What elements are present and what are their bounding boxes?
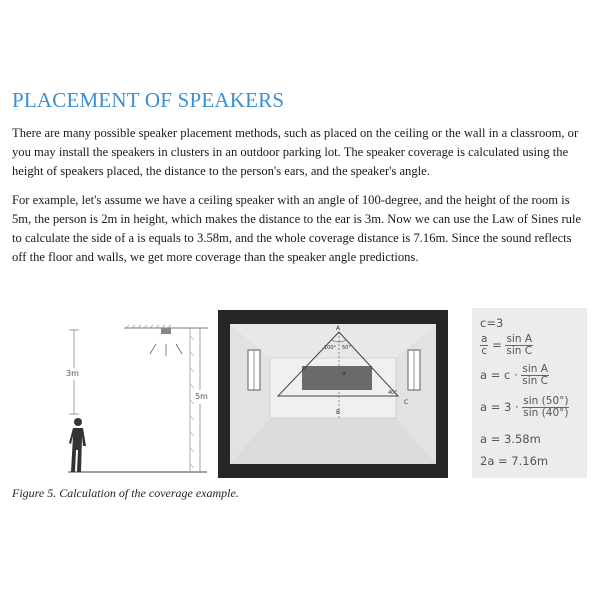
angle-apex-label: 100° xyxy=(324,345,337,351)
math-line-result-2a: 2a = 7.16m xyxy=(480,454,549,468)
angle-c-label: 40° xyxy=(388,390,397,396)
page-title: PLACEMENT OF SPEAKERS xyxy=(12,88,285,112)
example-paragraph: For example, let's assume we have a ceiling speaker with an angle of 100-degree, and the height of the room is 5m, the person is 2m in height, which makes the distance to the ear is 3m. Now we can use the Law of Sines rule to calculate the side of a is equals to 3.58m, and the whole coverage distance is 7.16m. Since the sound reflects off the floor and walls, we get more coverage than the speaker angle predictions. xyxy=(12,193,582,264)
person-icon xyxy=(69,418,86,472)
height-diagram xyxy=(62,322,212,482)
math-line-c: c=3 xyxy=(480,316,504,330)
math-panel xyxy=(472,308,587,478)
figure-caption: Figure 5. Calculation of the coverage example. xyxy=(12,486,239,500)
math-line-solve: a = c · $\frac{\text{sin A}}{\text{sin C}}$ xyxy=(480,363,549,387)
ear-height-label: 3m xyxy=(66,369,79,378)
room-diagram xyxy=(218,310,448,478)
room-height-label: 5m xyxy=(195,392,208,401)
intro-paragraph: There are many possible speaker placement methods, such as placed on the ceiling or the wall in a classroom, or you may install the speakers in clusters in an outdoor parking lot. The speaker coverage is calculated using the height of speakers placed, the distance to the person's ears, and the speaker's angle. xyxy=(12,126,579,178)
vertex-c-label: C xyxy=(404,399,409,406)
vertex-a-label: A xyxy=(336,325,341,332)
math-line-ratio: $\frac{a}{c}$ = $\frac{\text{sin A}}{\text{sin C}}$ xyxy=(481,333,533,357)
vertex-b-label: B xyxy=(336,409,341,416)
math-line-substitute: a = 3 · $\frac{\sin (50^\circ)}{\sin (40^\circ)}$ xyxy=(480,395,569,419)
math-line-result-a: a = 3.58m xyxy=(480,432,541,446)
side-a-label: a xyxy=(342,370,346,377)
angle-half-label: 50° xyxy=(342,345,351,351)
